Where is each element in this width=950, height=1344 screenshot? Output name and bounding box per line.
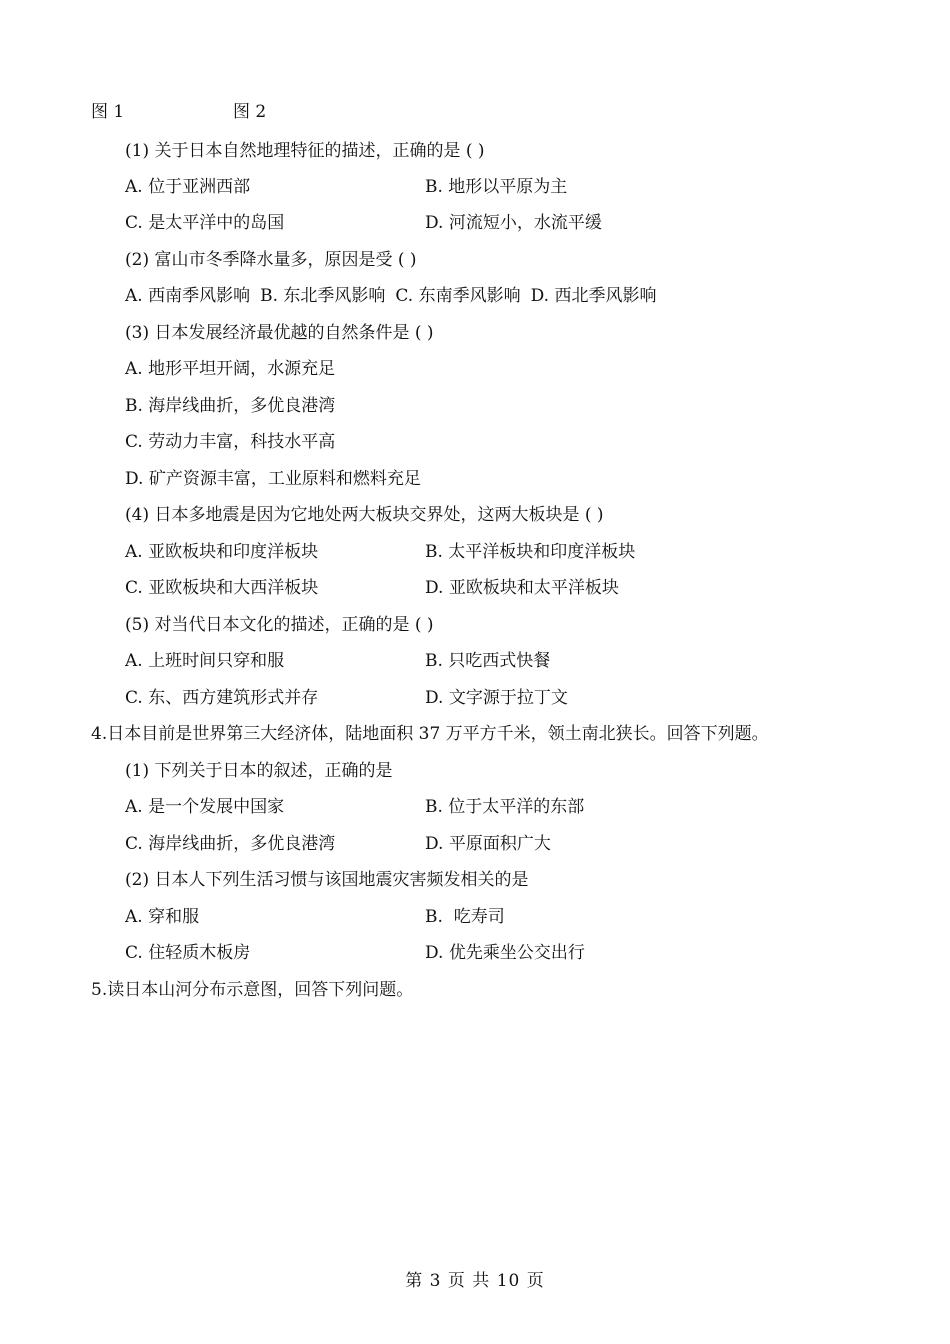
option-3-5-b: B. 只吃西式快餐 [425, 651, 551, 671]
option-3-4-c: C. 亚欧板块和大西洋板块 [125, 578, 319, 598]
question-4-stem: 4.日本目前是世界第三大经济体，陆地面积 37 万平方千米，领土南北狭长。回答下列题。 [91, 724, 769, 744]
option-3-1-d: D. 河流短小，水流平缓 [425, 213, 602, 233]
option-3-1-c: C. 是太平洋中的岛国 [125, 213, 285, 233]
option-4-1-c: C. 海岸线曲折，多优良港湾 [125, 834, 336, 854]
option-3-1-b: B. 地形以平原为主 [425, 177, 568, 197]
option-3-4-b: B. 太平洋板块和印度洋板块 [425, 542, 636, 562]
option-3-5-d: D. 文字源于拉丁文 [425, 688, 568, 708]
option-3-3-b: B. 海岸线曲折，多优良港湾 [125, 396, 336, 416]
option-4-2-b: B. 吃寿司 [425, 907, 505, 927]
option-4-1-b: B. 位于太平洋的东部 [425, 797, 585, 817]
option-3-2-b: B. 东北季风影响 [260, 286, 386, 306]
question-3-5-stem: (5) 对当代日本文化的描述，正确的是 ( ) [125, 615, 434, 635]
option-4-1-d: D. 平原面积广大 [425, 834, 551, 854]
question-4-1-stem: (1) 下列关于日本的叙述，正确的是 [125, 761, 393, 781]
option-4-2-a: A. 穿和服 [125, 907, 200, 927]
page-footer: 第 3 页 共 10 页 [405, 1271, 545, 1291]
option-3-3-a: A. 地形平坦开阔，水源充足 [125, 359, 336, 379]
option-4-2-d: D. 优先乘坐公交出行 [425, 943, 585, 963]
option-4-2-c: C. 住轻质木板房 [125, 943, 251, 963]
question-3-2-stem: (2) 富山市冬季降水量多，原因是受 ( ) [125, 250, 417, 270]
option-3-5-a: A. 上班时间只穿和服 [125, 651, 285, 671]
option-3-4-d: D. 亚欧板块和太平洋板块 [425, 578, 619, 598]
question-3-3-stem: (3) 日本发展经济最优越的自然条件是 ( ) [125, 323, 434, 343]
option-4-1-a: A. 是一个发展中国家 [125, 797, 285, 817]
question-3-4-stem: (4) 日本多地震是因为它地处两大板块交界处，这两大板块是 ( ) [125, 505, 604, 525]
figure-label-1: 图 1 [91, 102, 125, 122]
question-3-1-stem: (1) 关于日本自然地理特征的描述，正确的是 ( ) [125, 141, 485, 161]
option-3-2-row [125, 285, 656, 307]
option-3-3-c: C. 劳动力丰富，科技水平高 [125, 432, 336, 452]
option-3-5-c: C. 东、西方建筑形式并存 [125, 688, 319, 708]
option-3-1-a: A. 位于亚洲西部 [125, 177, 251, 197]
option-3-2-d: D. 西北季风影响 [530, 286, 657, 306]
figure-label-2: 图 2 [233, 102, 267, 122]
option-3-2-c: C. 东南季风影响 [395, 286, 521, 306]
option-3-3-d: D. 矿产资源丰富，工业原料和燃料充足 [125, 469, 421, 489]
option-3-2-a: A. 西南季风影响 [125, 286, 251, 306]
question-5-stem: 5.读日本山河分布示意图，回答下列问题。 [91, 980, 414, 1000]
option-3-4-a: A. 亚欧板块和印度洋板块 [125, 542, 319, 562]
question-4-2-stem: (2) 日本人下列生活习惯与该国地震灾害频发相关的是 [125, 870, 529, 890]
